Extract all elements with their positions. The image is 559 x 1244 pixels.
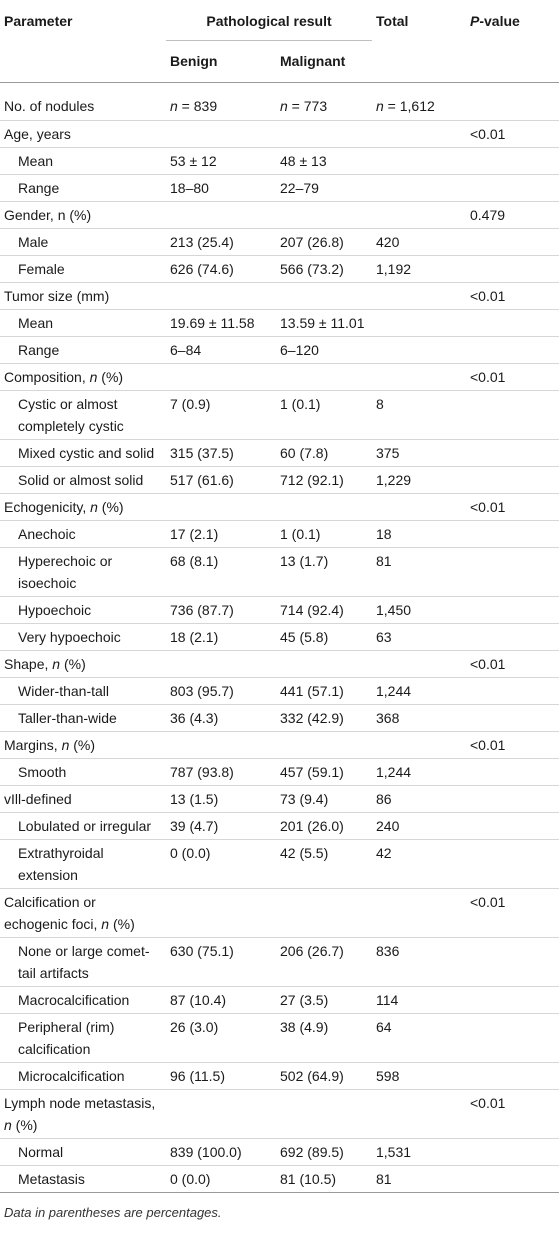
table-row [0,597,559,624]
cell-benign: 39 (4.7) [166,813,276,840]
cell-total: 64 [372,1014,466,1063]
cell-benign: 803 (95.7) [166,678,276,705]
cell-total: 8 [372,391,466,440]
table-row [0,705,559,732]
cell-malignant: 332 (42.9) [276,705,372,732]
header-empty [466,41,559,83]
subrow-label: Smooth [0,759,166,786]
category-label: Tumor size (mm) [0,283,166,310]
cell-p-value [466,1063,559,1090]
subrow-label: Microcalcification [0,1063,166,1090]
cell-p-value: <0.01 [466,364,559,391]
subrow-label: Very hypoechoic [0,624,166,651]
cell-benign: 17 (2.1) [166,521,276,548]
cell-benign: 36 (4.3) [166,705,276,732]
table-row [0,1014,559,1063]
subrow-label: Wider-than-tall [0,678,166,705]
cell-malignant [276,889,372,938]
cell-p-value [466,759,559,786]
category-label-n: n [52,656,61,672]
table-row [0,121,559,148]
header-empty [0,41,166,83]
cell-malignant: 13 (1.7) [276,548,372,597]
category-label [0,364,166,391]
cell-benign [166,283,276,310]
cell-benign [166,121,276,148]
table-row [0,840,559,889]
cell-malignant: 692 (89.5) [276,1139,372,1166]
cell-malignant [276,202,372,229]
cell-malignant: 502 (64.9) [276,1063,372,1090]
cell-p-value: <0.01 [466,1090,559,1139]
cell-malignant: 1 (0.1) [276,391,372,440]
cell-total: 836 [372,938,466,987]
category-label-text: Lymph node metastasis, [4,1095,156,1111]
cell-p-value: <0.01 [466,121,559,148]
table-row [0,202,559,229]
cell-malignant: 27 (3.5) [276,987,372,1014]
cell-benign: 787 (93.8) [166,759,276,786]
cell-total [372,310,466,337]
category-label: Age, years [0,121,166,148]
cell-p-value: 0.479 [466,202,559,229]
table-row [0,310,559,337]
table-row [0,786,559,813]
cell-total: 114 [372,987,466,1014]
table-row [0,1166,559,1193]
table-row [0,175,559,202]
cell-total [372,651,466,678]
cell-p-value [466,987,559,1014]
cell-p-value: <0.01 [466,889,559,938]
cell-p-value [466,1166,559,1193]
cell-total: 18 [372,521,466,548]
cell-malignant: 457 (59.1) [276,759,372,786]
category-label [0,889,166,938]
cell-malignant: 22–79 [276,175,372,202]
cell-benign [166,202,276,229]
cell-malignant: 6–120 [276,337,372,364]
cell-total: 81 [372,548,466,597]
cell-malignant [276,83,372,121]
cell-total: 42 [372,840,466,889]
subrow-label: Metastasis [0,1166,166,1193]
cell-total: 375 [372,440,466,467]
cell-p-value [466,337,559,364]
subrow-label: Extrathyroidal extension [0,840,166,889]
cell-benign: 839 (100.0) [166,1139,276,1166]
header-total: Total [376,13,409,29]
cell-total [372,1090,466,1139]
cell-malignant: 566 (73.2) [276,256,372,283]
cell-benign [166,1090,276,1139]
cell-total: 81 [372,1166,466,1193]
header-pathological-result: Pathological result [166,2,372,41]
cell-p-value [466,840,559,889]
cell-total [372,121,466,148]
cell-malignant: 714 (92.4) [276,597,372,624]
cell-malignant: 712 (92.1) [276,467,372,494]
cell-benign [166,732,276,759]
cell-benign: 630 (75.1) [166,938,276,987]
cell-total [372,175,466,202]
cell-p-value [466,786,559,813]
cell-total: 1,192 [372,256,466,283]
cell-benign [166,651,276,678]
table-row [0,889,559,938]
cell-p-value [466,310,559,337]
table-row [0,1063,559,1090]
cell-p-value [466,467,559,494]
cell-malignant: 13.59 ± 11.01 [276,310,372,337]
cell-benign: 96 (11.5) [166,1063,276,1090]
subrow-label: Hypoechoic [0,597,166,624]
cell-total: 598 [372,1063,466,1090]
cell-benign [166,364,276,391]
header-empty [372,41,466,83]
subrow-label: Macrocalcification [0,987,166,1014]
subrow-label: Peripheral (rim) calcification [0,1014,166,1063]
header-malignant: Malignant [276,41,372,83]
category-label-text: Shape, [4,656,53,672]
cell-p-value [466,678,559,705]
subrow-label: Anechoic [0,521,166,548]
table-row [0,440,559,467]
cell-n: n [376,98,384,114]
cell-malignant: 48 ± 13 [276,148,372,175]
table-row [0,987,559,1014]
cell-total: 1,531 [372,1139,466,1166]
cell-p-value [466,175,559,202]
cell-malignant: 73 (9.4) [276,786,372,813]
cell-benign [166,83,276,121]
cell-malignant: 45 (5.8) [276,624,372,651]
table-row [0,548,559,597]
cell-p-value: <0.01 [466,732,559,759]
category-label [0,732,166,759]
cell-benign: 53 ± 12 [166,148,276,175]
cell-p-value [466,229,559,256]
category-label-pct: (%) [69,737,96,753]
cell-benign: 87 (10.4) [166,987,276,1014]
table-row [0,938,559,987]
cell-benign [166,494,276,521]
cell-total [372,889,466,938]
table-row [0,678,559,705]
header-p-suffix: -value [479,13,520,29]
cell-p-value: <0.01 [466,494,559,521]
row-label: vIll-defined [0,786,166,813]
table-row [0,391,559,440]
table-row [0,467,559,494]
cell-total: 368 [372,705,466,732]
cell-p-value [466,624,559,651]
category-label-pct: (%) [11,1117,38,1133]
category-label-n: n [61,737,70,753]
row-label: No. of nodules [0,83,166,121]
category-label-text: Composition, [4,369,90,385]
table-row [0,732,559,759]
subrow-label: Mixed cystic and solid [0,440,166,467]
table-header [0,2,559,83]
cell-total: 1,450 [372,597,466,624]
cell-value: = 839 [177,98,218,114]
table-row [0,494,559,521]
table-row [0,1139,559,1166]
category-label-pct: (%) [97,369,124,385]
cell-total: 420 [372,229,466,256]
cell-benign: 18 (2.1) [166,624,276,651]
cell-total [372,83,466,121]
cell-total: 240 [372,813,466,840]
category-label-text: Echogenicity, [4,499,91,515]
cell-total [372,202,466,229]
table-row [0,651,559,678]
cell-benign: 13 (1.5) [166,786,276,813]
cell-malignant [276,732,372,759]
cell-p-value [466,440,559,467]
category-label-n: n [90,499,98,515]
table-row [0,83,559,121]
cell-p-value [466,705,559,732]
cell-total: 1,229 [372,467,466,494]
cell-p-value [466,548,559,597]
cell-malignant [276,121,372,148]
table-row [0,283,559,310]
category-label-text: Margins, [4,737,62,753]
cell-total: 1,244 [372,759,466,786]
cell-malignant: 1 (0.1) [276,521,372,548]
cell-n: n [170,98,178,114]
subrow-label: Lobulated or irregular [0,813,166,840]
cell-p-value [466,256,559,283]
cell-benign: 0 (0.0) [166,840,276,889]
category-label-n: n [101,916,110,932]
table-body [0,83,559,1193]
cell-malignant: 60 (7.8) [276,440,372,467]
subrow-label: Solid or almost solid [0,467,166,494]
cell-benign: 19.69 ± 11.58 [166,310,276,337]
cell-benign: 213 (25.4) [166,229,276,256]
header-p-prefix: P [470,13,480,29]
cell-benign: 7 (0.9) [166,391,276,440]
cell-malignant: 201 (26.0) [276,813,372,840]
cell-p-value [466,391,559,440]
cell-benign: 315 (37.5) [166,440,276,467]
cell-p-value [466,148,559,175]
category-label [0,651,166,678]
header-benign: Benign [166,41,276,83]
category-label-text: Calcification or echogenic foci, [4,894,102,932]
results-table [0,2,559,1193]
category-label [0,1090,166,1139]
table-row [0,813,559,840]
cell-benign: 26 (3.0) [166,1014,276,1063]
table-row [0,229,559,256]
cell-p-value [466,1139,559,1166]
category-label-n: n [89,369,98,385]
subrow-label: Female [0,256,166,283]
category-label-pct: (%) [97,499,124,515]
cell-total [372,148,466,175]
table-row [0,1090,559,1139]
category-label [0,494,166,521]
subrow-label: Mean [0,148,166,175]
header-p-value [466,2,559,41]
subrow-label: Cystic or almost completely cystic [0,391,166,440]
cell-total: 63 [372,624,466,651]
cell-value: = 1,612 [383,98,435,114]
cell-malignant [276,364,372,391]
category-label: Gender, n (%) [0,202,166,229]
cell-total [372,494,466,521]
cell-benign: 18–80 [166,175,276,202]
table-row [0,759,559,786]
cell-p-value [466,521,559,548]
cell-benign: 626 (74.6) [166,256,276,283]
cell-malignant: 206 (26.7) [276,938,372,987]
cell-benign: 6–84 [166,337,276,364]
cell-total [372,732,466,759]
cell-malignant [276,651,372,678]
cell-malignant [276,494,372,521]
subrow-label: Range [0,337,166,364]
cell-n: n [280,98,288,114]
subrow-label: Male [0,229,166,256]
table-footnote: Data in parentheses are percentages. [4,1205,222,1220]
table-row [0,256,559,283]
cell-malignant [276,1090,372,1139]
cell-total: 1,244 [372,678,466,705]
subrow-label: Range [0,175,166,202]
subrow-label: Taller-than-wide [0,705,166,732]
cell-p-value [466,1014,559,1063]
cell-p-value [466,597,559,624]
cell-benign: 0 (0.0) [166,1166,276,1193]
cell-malignant: 42 (5.5) [276,840,372,889]
subrow-label: Mean [0,310,166,337]
cell-malignant: 207 (26.8) [276,229,372,256]
cell-value: = 773 [287,98,328,114]
table-row [0,337,559,364]
cell-p-value [466,813,559,840]
cell-p-value [466,938,559,987]
subrow-label: Hyperechoic or isoechoic [0,548,166,597]
cell-p-value: <0.01 [466,283,559,310]
cell-total [372,283,466,310]
cell-total [372,337,466,364]
cell-benign: 68 (8.1) [166,548,276,597]
category-label-n: n [4,1117,12,1133]
table-row [0,364,559,391]
table-row [0,624,559,651]
cell-total: 86 [372,786,466,813]
cell-benign: 517 (61.6) [166,467,276,494]
cell-p-value [466,83,559,121]
cell-malignant [276,283,372,310]
cell-malignant: 81 (10.5) [276,1166,372,1193]
subrow-label: Normal [0,1139,166,1166]
cell-malignant: 38 (4.9) [276,1014,372,1063]
table-row [0,521,559,548]
cell-total [372,364,466,391]
cell-benign: 736 (87.7) [166,597,276,624]
cell-p-value: <0.01 [466,651,559,678]
table-row [0,148,559,175]
category-label-pct: (%) [109,916,135,932]
category-label-pct: (%) [60,656,86,672]
header-parameter: Parameter [4,13,73,29]
cell-malignant: 441 (57.1) [276,678,372,705]
cell-benign [166,889,276,938]
subrow-label: None or large comet-tail artifacts [0,938,166,987]
